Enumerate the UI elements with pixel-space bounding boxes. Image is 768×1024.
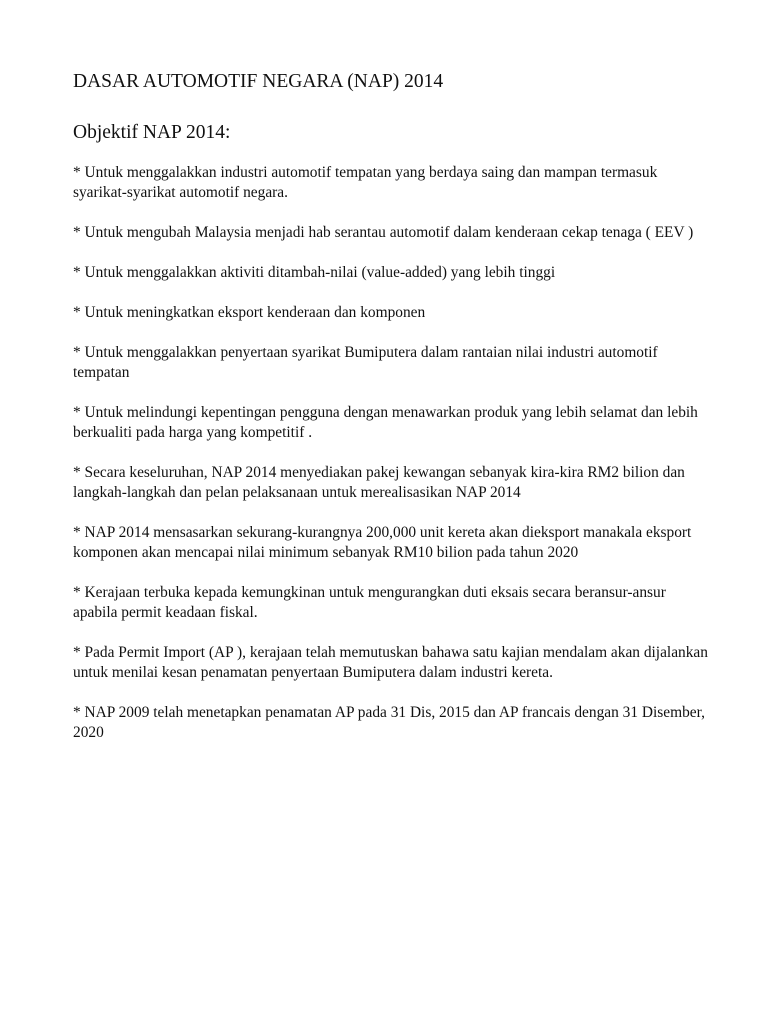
objective-item-2: * Untuk mengubah Malaysia menjadi hab serantau automotif dalam kenderaan cekap tenaga ( EEV ) [73,224,694,241]
document-subtitle: Objektif NAP 2014: [73,122,231,143]
objective-item-5: * Untuk menggalakkan penyertaan syarikat Bumiputera dalam rantaian nilai industri automotif tempatan [73,344,658,381]
objective-item-6: * Untuk melindungi kepentingan pengguna dengan menawarkan produk yang lebih selamat dan lebih berkualiti pada harga yang kompetitif . [73,404,698,441]
objective-item-3: * Untuk menggalakkan aktiviti ditambah-nilai (value-added) yang lebih tinggi [73,264,556,281]
objective-item-9: * Kerajaan terbuka kepada kemungkinan untuk mengurangkan duti eksais secara beransur-ansur apabila permit keadaan fiskal. [73,584,666,621]
document-title: DASAR AUTOMOTIF NEGARA (NAP) 2014 [73,71,444,92]
objective-item-11: * NAP 2009 telah menetapkan penamatan AP pada 31 Dis, 2015 dan AP francais dengan 31 Disember, 2020 [73,704,705,741]
objective-item-4: * Untuk meningkatkan eksport kenderaan dan komponen [73,304,426,321]
objective-item-8: * NAP 2014 mensasarkan sekurang-kurangnya 200,000 unit kereta akan dieksport manakala eksport komponen akan mencapai nilai minimum sebanyak RM10 bilion pada tahun 2020 [73,524,692,561]
objective-item-10: * Pada Permit Import (AP ), kerajaan telah memutuskan bahawa satu kajian mendalam akan dijalankan untuk menilai kesan penamatan penyertaan Bumiputera dalam industri kereta. [73,644,708,681]
objectives-list [73,163,713,763]
objective-item-1: * Untuk menggalakkan industri automotif tempatan yang berdaya saing dan mampan termasuk syarikat-syarikat automotif negara. [73,164,658,201]
objective-item-7: * Secara keseluruhan, NAP 2014 menyediakan pakej kewangan sebanyak kira-kira RM2 bilion dan langkah-langkah dan pelan pelaksanaan untuk merealisasikan NAP 2014 [73,464,685,501]
